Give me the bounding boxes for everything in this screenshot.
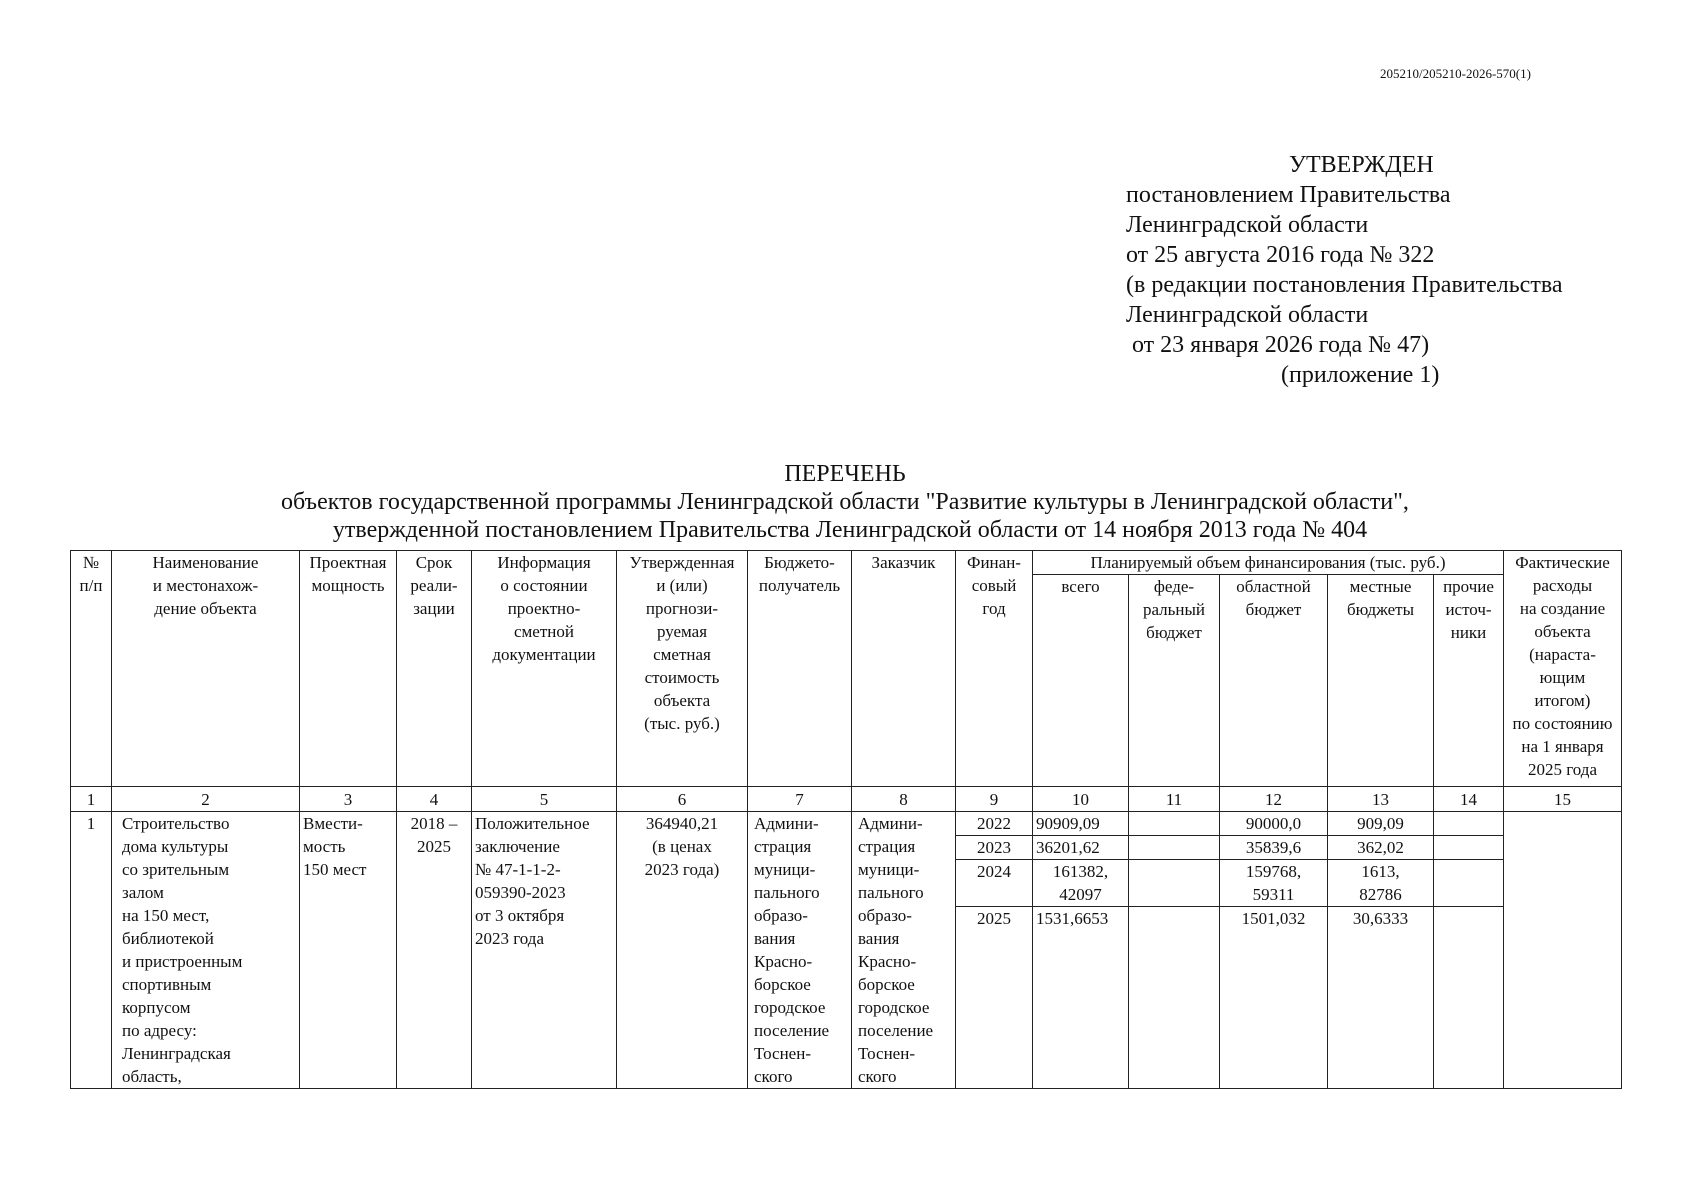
local-cell: 909,09 xyxy=(1328,812,1434,836)
year-cell: 2024 xyxy=(956,860,1033,907)
row-name: Строительство дома культуры со зрительным залом на 150 мест, библиотекой и пристроенным спортивным корпусом по адресу: Ленинградская область, xyxy=(112,812,300,1089)
column-number: 14 xyxy=(1434,787,1504,812)
title-line-1: объектов государственной программы Ленинградской области "Развитие культуры в Ленинградской области", xyxy=(281,489,1409,515)
document-title xyxy=(0,460,1690,544)
approval-line: Ленинградской области xyxy=(1126,212,1369,238)
year-cell: 2025 xyxy=(956,907,1033,1089)
row-customer: Админи- страция муници- пального образо- вания Красно- борское городское поселение Тоснен- ского xyxy=(852,812,956,1089)
other-cell xyxy=(1434,812,1504,836)
column-number: 7 xyxy=(748,787,852,812)
column-number: 10 xyxy=(1033,787,1129,812)
year-cell: 2023 xyxy=(956,836,1033,860)
column-number: 12 xyxy=(1220,787,1328,812)
column-number: 4 xyxy=(397,787,472,812)
header-cost: Утвержденная и (или) прогнози- руемая сметная стоимость объекта (тыс. руб.) xyxy=(617,551,748,787)
approval-annex: (приложение 1) xyxy=(1281,362,1440,388)
year-cell: 2022 xyxy=(956,812,1033,836)
title-main: ПЕРЕЧЕНЬ xyxy=(784,461,906,487)
table-row xyxy=(71,812,1622,836)
header-year: Финан- совый год xyxy=(956,551,1033,787)
header-term: Срок реали- зации xyxy=(397,551,472,787)
federal-cell xyxy=(1129,860,1220,907)
header-name: Наименование и местонахож- дение объекта xyxy=(112,551,300,787)
row-capacity: Вмести- мость 150 мест xyxy=(300,812,397,1089)
document-id: 205210/205210-2026-570(1) xyxy=(1380,66,1531,81)
column-number-row xyxy=(71,787,1622,812)
approval-line: от 25 августа 2016 года № 322 xyxy=(1126,242,1435,268)
header-local: местные бюджеты xyxy=(1328,575,1434,787)
approval-line: (в редакции постановления Правительства xyxy=(1126,272,1563,298)
regional-cell: 159768, 59311 xyxy=(1220,860,1328,907)
row-recipient: Админи- страция муници- пального образо- вания Красно- борское городское поселение Тоснен- ского xyxy=(748,812,852,1089)
column-number: 2 xyxy=(112,787,300,812)
row-docs: Положительное заключение № 47-1-1-2- 059390-2023 от 3 октября 2023 года xyxy=(472,812,617,1089)
other-cell xyxy=(1434,907,1504,1089)
approval-line: от 23 января 2026 года № 47) xyxy=(1126,332,1430,358)
total-cell: 90909,09 xyxy=(1033,812,1129,836)
federal-cell xyxy=(1129,836,1220,860)
approval-heading: УТВЕРЖДЕН xyxy=(1289,152,1434,178)
total-cell: 1531,6653 xyxy=(1033,907,1129,1089)
header-regional: областной бюджет xyxy=(1220,575,1328,787)
column-number: 15 xyxy=(1504,787,1622,812)
header-recipient: Бюджето- получатель xyxy=(748,551,852,787)
other-cell xyxy=(1434,836,1504,860)
header-federal: феде- ральный бюджет xyxy=(1129,575,1220,787)
column-number: 13 xyxy=(1328,787,1434,812)
approval-stamp xyxy=(1126,150,1563,390)
title-line-2: утвержденной постановлением Правительства Ленинградской области от 14 ноября 2013 года № 404 xyxy=(332,517,1368,543)
column-number: 5 xyxy=(472,787,617,812)
row-term: 2018 – 2025 xyxy=(397,812,472,1089)
approval-line: постановлением Правительства xyxy=(1126,182,1451,208)
header-other: прочие источ- ники xyxy=(1434,575,1504,787)
other-cell xyxy=(1434,860,1504,907)
header-docs: Информация о состоянии проектно- сметной документации xyxy=(472,551,617,787)
federal-cell xyxy=(1129,812,1220,836)
column-number: 9 xyxy=(956,787,1033,812)
header-num: № п/п xyxy=(71,551,112,787)
column-number: 3 xyxy=(300,787,397,812)
local-cell: 30,6333 xyxy=(1328,907,1434,1089)
approval-line: Ленинградской области xyxy=(1126,302,1369,328)
federal-cell xyxy=(1129,907,1220,1089)
column-number: 1 xyxy=(71,787,112,812)
row-cost: 364940,21 (в ценах 2023 года) xyxy=(617,812,748,1089)
regional-cell: 90000,0 xyxy=(1220,812,1328,836)
header-total: всего xyxy=(1033,575,1129,787)
header-capacity: Проектная мощность xyxy=(300,551,397,787)
local-cell: 1613, 82786 xyxy=(1328,860,1434,907)
objects-table xyxy=(70,550,1622,1089)
regional-cell: 1501,032 xyxy=(1220,907,1328,1089)
total-cell: 161382, 42097 xyxy=(1033,860,1129,907)
header-actual: Фактические расходы на создание объекта (нараста- ющим итогом) по состоянию на 1 января 2025 года xyxy=(1504,551,1622,787)
local-cell: 362,02 xyxy=(1328,836,1434,860)
column-number: 8 xyxy=(852,787,956,812)
regional-cell: 35839,6 xyxy=(1220,836,1328,860)
header-customer: Заказчик xyxy=(852,551,956,787)
column-number: 11 xyxy=(1129,787,1220,812)
row-num: 1 xyxy=(71,812,112,1089)
actual-cell xyxy=(1504,812,1622,1089)
total-cell: 36201,62 xyxy=(1033,836,1129,860)
column-number: 6 xyxy=(617,787,748,812)
header-planned-financing: Планируемый объем финансирования (тыс. руб.) xyxy=(1033,551,1504,575)
